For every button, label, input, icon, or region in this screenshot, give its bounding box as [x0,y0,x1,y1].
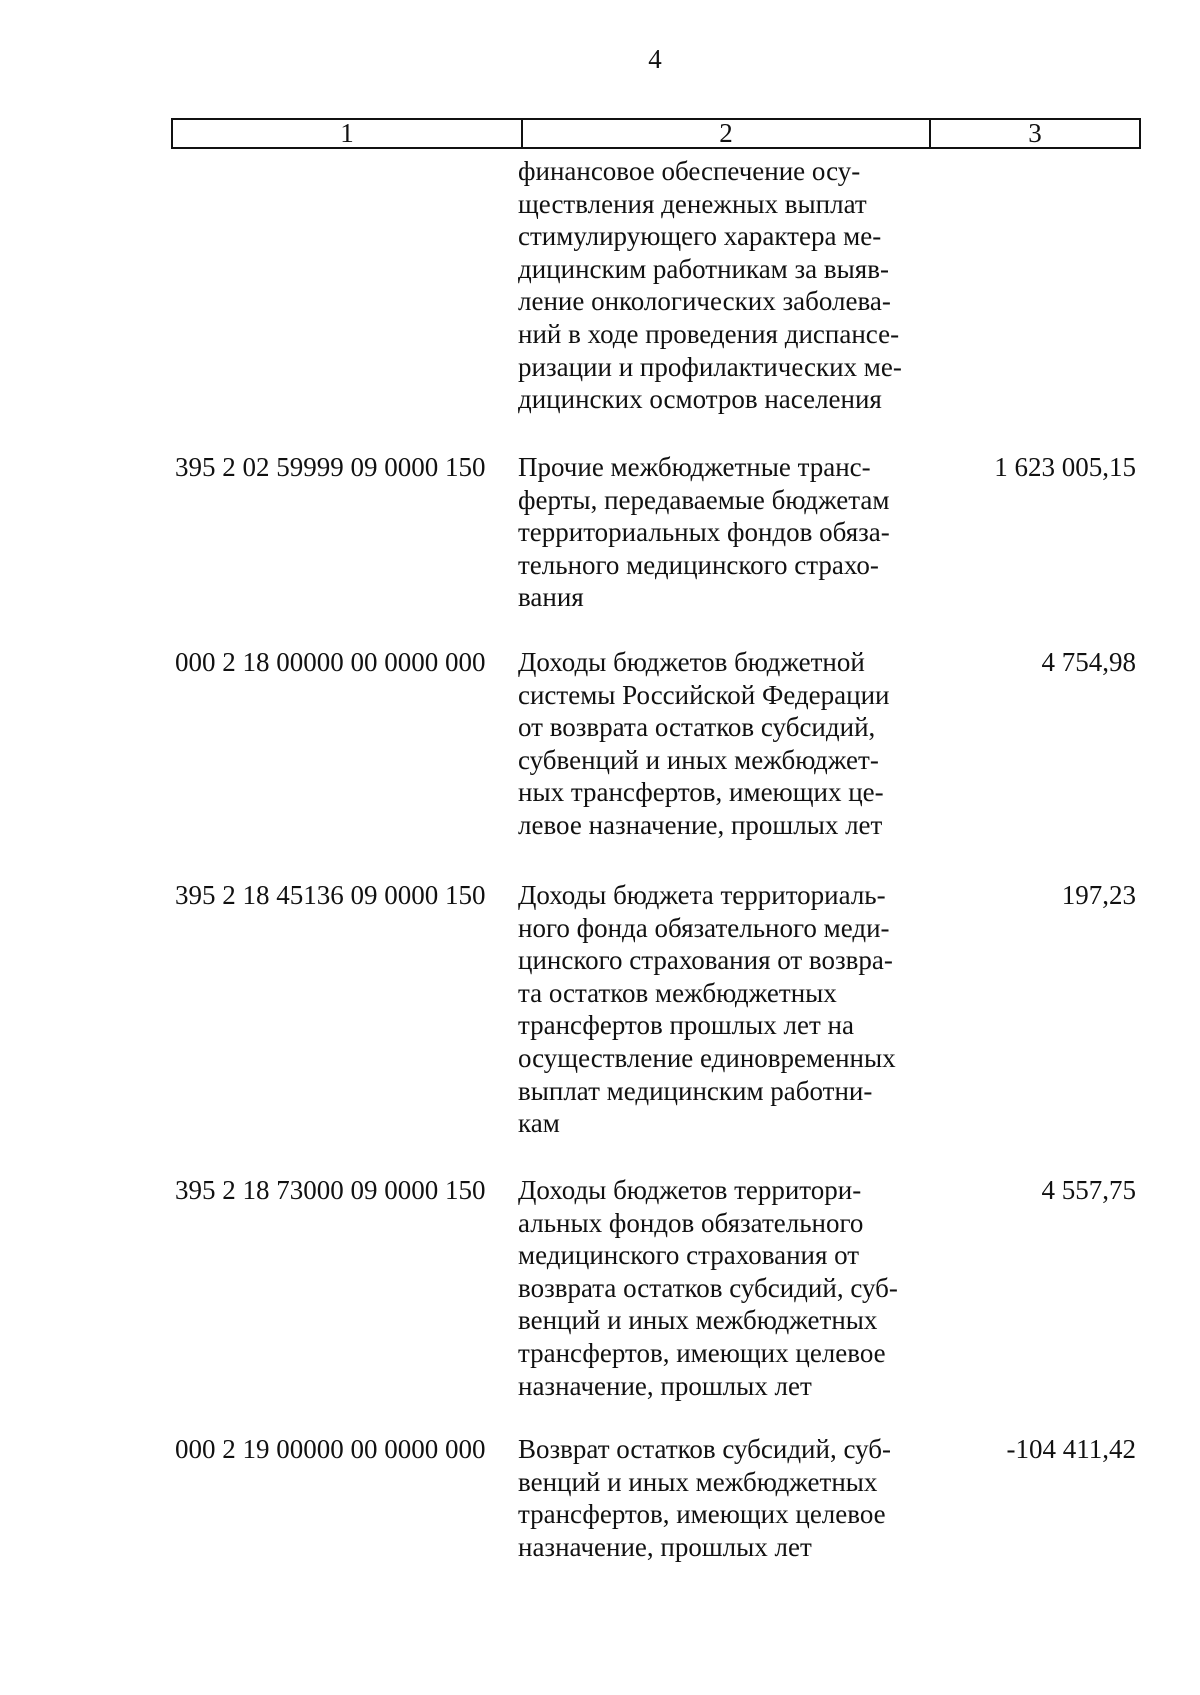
row-code: 000 2 18 00000 00 0000 000 [175,647,486,677]
row-amount: 4 754,98 [1041,647,1136,677]
page-number: 4 [648,44,662,74]
row-amount: 1 623 005,15 [994,452,1136,482]
table-header-col2: 2 [523,120,931,147]
row-description: Прочие межбюджетные транс- ферты, передаваемые бюджетам территориальных фондов обяза- тельного медицинского страхо- вания [518,452,890,613]
row-description: финансовое обеспечение осу- ществления денежных выплат стимулирующего характера ме- дицинским работникам за выяв- ление онкологических заболева- ний в ходе проведения диспансе- ризации и профилактических ме- дицинских осмотров населения [518,156,902,415]
row-code: 395 2 18 73000 09 0000 150 [175,1175,486,1205]
table-header-col3: 3 [1028,118,1042,148]
row-code: 000 2 19 00000 00 0000 000 [175,1434,486,1464]
row-amount: 4 557,75 [1041,1175,1136,1205]
row-code: 395 2 18 45136 09 0000 150 [175,880,486,910]
row-description: Доходы бюджетов территори- альных фондов обязательного медицинского страхования от возврата остатков субсидий, суб- венций и иных межбюджетных трансфертов, имеющих целевое назначение, прошлых лет [518,1175,898,1401]
row-amount: -104 411,42 [1006,1434,1136,1464]
table-header-col1: 1 [173,120,523,147]
row-code: 395 2 02 59999 09 0000 150 [175,452,486,482]
row-amount: 197,23 [1061,880,1136,910]
row-description: Доходы бюджетов бюджетной системы Российской Федерации от возврата остатков субсидий, субвенций и иных межбюджет- ных трансфертов, имеющих це- левое назначение, прошлых лет [518,647,890,840]
table-header [171,118,1141,149]
row-description: Возврат остатков субсидий, суб- венций и иных межбюджетных трансфертов, имеющих целевое назначение, прошлых лет [518,1434,891,1562]
row-description: Доходы бюджета территориаль- ного фонда обязательного меди- цинского страхования от возвра- та остатков межбюджетных трансфертов прошлых лет на осуществление единовременных выплат медицинским работни- кам [518,880,896,1139]
